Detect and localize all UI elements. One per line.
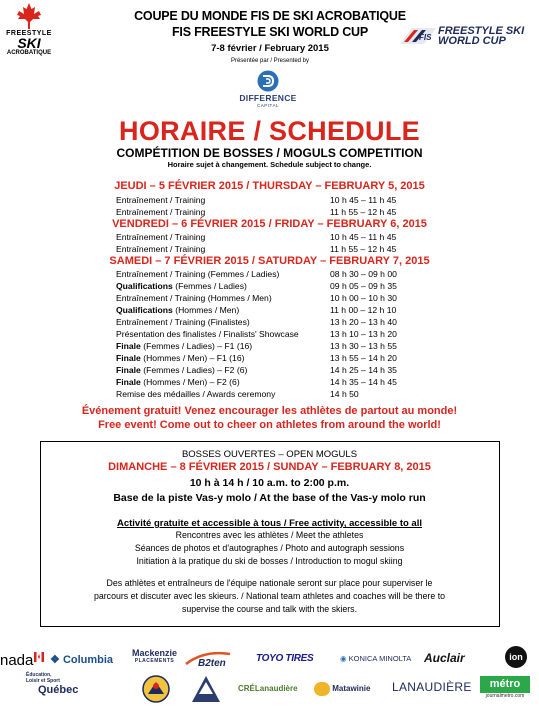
schedule-row: [116, 195, 446, 207]
session-name: Finale (Femmes / Ladies) – F2 (6): [116, 365, 248, 375]
free-event-en: Free event! Come out to cheer on athletes from around the world!: [98, 419, 441, 431]
day-heading-saturday: SAMEDI – 7 FÉVRIER 2015 / SATURDAY – FEBRUARY 7, 2015: [109, 255, 430, 267]
session-time: 09 h 05 – 09 h 35: [330, 281, 397, 291]
session-name: Entraînement / Training: [116, 244, 206, 254]
session-time: 11 h 55 – 12 h 45: [330, 244, 397, 254]
konica-minolta-logo: [340, 654, 411, 663]
matawinie-icon: [314, 682, 330, 696]
fis-mark-text: FIS: [419, 33, 432, 42]
session-name: Entraînement / Training: [116, 232, 206, 242]
mackenzie-logo: [132, 648, 177, 664]
session-time: 14 h 35 – 14 h 45: [330, 377, 397, 387]
schedule-row: [116, 365, 446, 377]
matawinie-text: Matawinie: [332, 684, 371, 694]
toyo-tires-logo: [256, 653, 313, 664]
session-name: Qualifications (Femmes / Ladies): [116, 281, 247, 291]
session-time: 11 h 55 – 12 h 45: [330, 207, 397, 217]
canada-flag-icon: [34, 652, 44, 662]
auclair-logo: [424, 651, 465, 665]
session-time: 13 h 10 – 13 h 20: [330, 329, 397, 339]
schedule-row: [116, 269, 446, 281]
ski-club-badge-icon: [140, 674, 172, 704]
session-time: 13 h 55 – 14 h 20: [330, 353, 397, 363]
free-event-fr: Événement gratuit! Venez encourager les athlètes de partout au monde!: [81, 405, 458, 417]
metro-text: métro: [480, 676, 530, 693]
session-time: 14 h 50: [330, 389, 359, 399]
difference-capital-logo: [228, 70, 308, 108]
session-name: Finale (Femmes / Ladies) – F1 (16): [116, 341, 253, 351]
session-name: Entraînement / Training (Hommes / Men): [116, 293, 272, 303]
session-time: 08 h 30 – 09 h 00: [330, 269, 397, 279]
session-name: Entraînement / Training (Femmes / Ladies): [116, 269, 280, 279]
columbia-text: Columbia: [62, 654, 114, 666]
metro-logo: [480, 676, 530, 704]
session-time: 14 h 25 – 14 h 35: [330, 365, 397, 375]
schedule-row: [116, 377, 446, 389]
sponsor-name: DIFFERENCE: [239, 93, 297, 103]
metro-sub: journalmetro.com: [485, 693, 525, 699]
open-moguls-box: [40, 441, 500, 627]
sponsor-sub: CAPITAL: [257, 103, 279, 108]
open-moguls-title: BOSSES OUVERTES – OPEN MOGULS: [181, 449, 358, 460]
day-heading-friday: VENDREDI – 6 FÉVRIER 2015 / FRIDAY – FEBRUARY 6, 2015: [112, 218, 427, 230]
session-name: Présentation des finalistes / Finalists' Showcase: [116, 329, 299, 339]
quebec-logo: [26, 672, 78, 697]
header-title-en: FIS FREESTYLE SKI WORLD CUP: [172, 25, 368, 39]
quebec-sub1: Éducation,: [26, 672, 52, 678]
session-name: Finale (Hommes / Men) – F1 (16): [116, 353, 245, 363]
session-time: 13 h 20 – 13 h 40: [330, 317, 397, 327]
session-time: 11 h 00 – 12 h 10: [330, 305, 397, 315]
maple-leaf-icon: [14, 2, 44, 30]
activity-item: Rencontres avec les athlètes / Meet the athletes: [175, 530, 364, 540]
difference-logo-icon: [257, 70, 279, 92]
logo-line-ski: SKI: [17, 35, 41, 51]
fis-logo-line2: WORLD CUP: [438, 35, 506, 47]
konica-text: KONICA MINOLTA: [348, 654, 412, 663]
quebec-text: Québec: [38, 684, 79, 696]
cre-lanaudiere-logo: [238, 684, 298, 693]
fis-world-cup-logo: [398, 20, 538, 52]
schedule-row: [116, 389, 446, 401]
matawinie-logo: [314, 682, 370, 696]
schedule-row: [116, 293, 446, 305]
schedule-row: [116, 305, 446, 317]
session-time: 10 h 00 – 10 h 30: [330, 293, 397, 303]
schedule-row: [116, 353, 446, 365]
day-heading-thursday: JEUDI – 5 FÉVRIER 2015 / THURSDAY – FEBRUARY 5, 2015: [114, 180, 425, 192]
columbia-icon: ❖: [50, 654, 60, 666]
session-name: Entraînement / Training: [116, 207, 206, 217]
open-moguls-time: 10 h à 14 h / 10 a.m. to 2:00 p.m.: [189, 477, 350, 489]
fis-mark-icon: [398, 24, 438, 48]
open-moguls-activity: Activité gratuite et accessible à tous / Free activity, accessible to all: [116, 518, 422, 529]
session-name: Finale (Hommes / Men) – F2 (6): [116, 377, 240, 387]
ion-logo: [505, 646, 527, 668]
page-title: HORAIRE / SCHEDULE: [119, 116, 420, 146]
session-name: Qualifications (Hommes / Men): [116, 305, 240, 315]
columbia-logo: [50, 653, 113, 666]
logo-line-freestyle: FREESTYLE: [6, 30, 52, 37]
canada-text: nada: [0, 652, 34, 669]
header-presented-by: Présentée par / Presented by: [230, 58, 310, 64]
session-name: Entraînement / Training: [116, 195, 206, 205]
lanaudiere-text: LANAUDIÈRE: [392, 680, 472, 694]
fis-logo-line1: FREESTYLE SKI: [438, 25, 525, 37]
closing-line: supervise the course and talk with the skiers.: [181, 604, 358, 614]
session-name: Remise des médailles / Awards ceremony: [116, 389, 276, 399]
auclair-text: Auclair: [424, 651, 465, 665]
session-time: 13 h 30 – 13 h 55: [330, 341, 397, 351]
schedule-row: [116, 232, 446, 244]
fis-logo-text: [438, 26, 524, 46]
freestyle-ski-canada-logo: [6, 2, 52, 72]
b2ten-text: B2ten: [198, 658, 226, 668]
lanaudiere-logo: [392, 680, 472, 694]
cre-lanaudiere-text: CRÉLanaudière: [238, 684, 298, 693]
toyo-tires-text: TOYO TIRES: [256, 653, 314, 664]
session-time: 10 h 45 – 11 h 45: [330, 195, 397, 205]
page-subtitle: COMPÉTITION DE BOSSES / MOGULS COMPETITION: [116, 146, 423, 160]
schedule-row: [116, 317, 446, 329]
quebec-sub2: Loisir et Sport: [26, 678, 60, 684]
open-moguls-location: Base de la piste Vas-y molo / At the base of the Vas-y molo run: [113, 492, 426, 504]
canada-wordmark: [0, 652, 33, 669]
schedule-row: [116, 341, 446, 353]
mackenzie-text: Mackenzie: [132, 648, 178, 658]
logo-line-acrobatique: ACROBATIQUE: [6, 50, 52, 56]
mackenzie-sub: PLACEMENTS: [134, 658, 175, 664]
schedule-row: [116, 281, 446, 293]
open-moguls-date: DIMANCHE – 8 FÉVRIER 2015 / SUNDAY – FEBRUARY 8, 2015: [108, 461, 431, 473]
schedule-row: [116, 329, 446, 341]
session-name: Entraînement / Training (Finalistes): [116, 317, 250, 327]
konica-icon: ◉: [340, 654, 347, 663]
closing-line: Des athlètes et entraîneurs de l'équipe nationale seront sur place pour superviser le: [106, 578, 433, 588]
activity-item: Séances de photos et d'autographes / Photo and autograph sessions: [134, 543, 405, 553]
header-dates: 7-8 février / February 2015: [211, 43, 329, 54]
header-title-fr: COUPE DU MONDE FIS DE SKI ACROBATIQUE: [134, 9, 406, 23]
session-time: 10 h 45 – 11 h 45: [330, 232, 397, 242]
activity-item: Initiation à la pratique du ski de bosses / Introduction to mogul skiing: [136, 556, 403, 566]
closing-line: parcours et discuter avec les skieurs. / National team athletes and coaches will be there to: [93, 591, 446, 601]
b2ten-logo: [184, 648, 234, 668]
ion-text: ion: [509, 652, 523, 662]
schedule-note: Horaire sujet à changement. Schedule subject to change.: [167, 160, 372, 169]
vas-y-come-logo-icon: [190, 674, 222, 704]
